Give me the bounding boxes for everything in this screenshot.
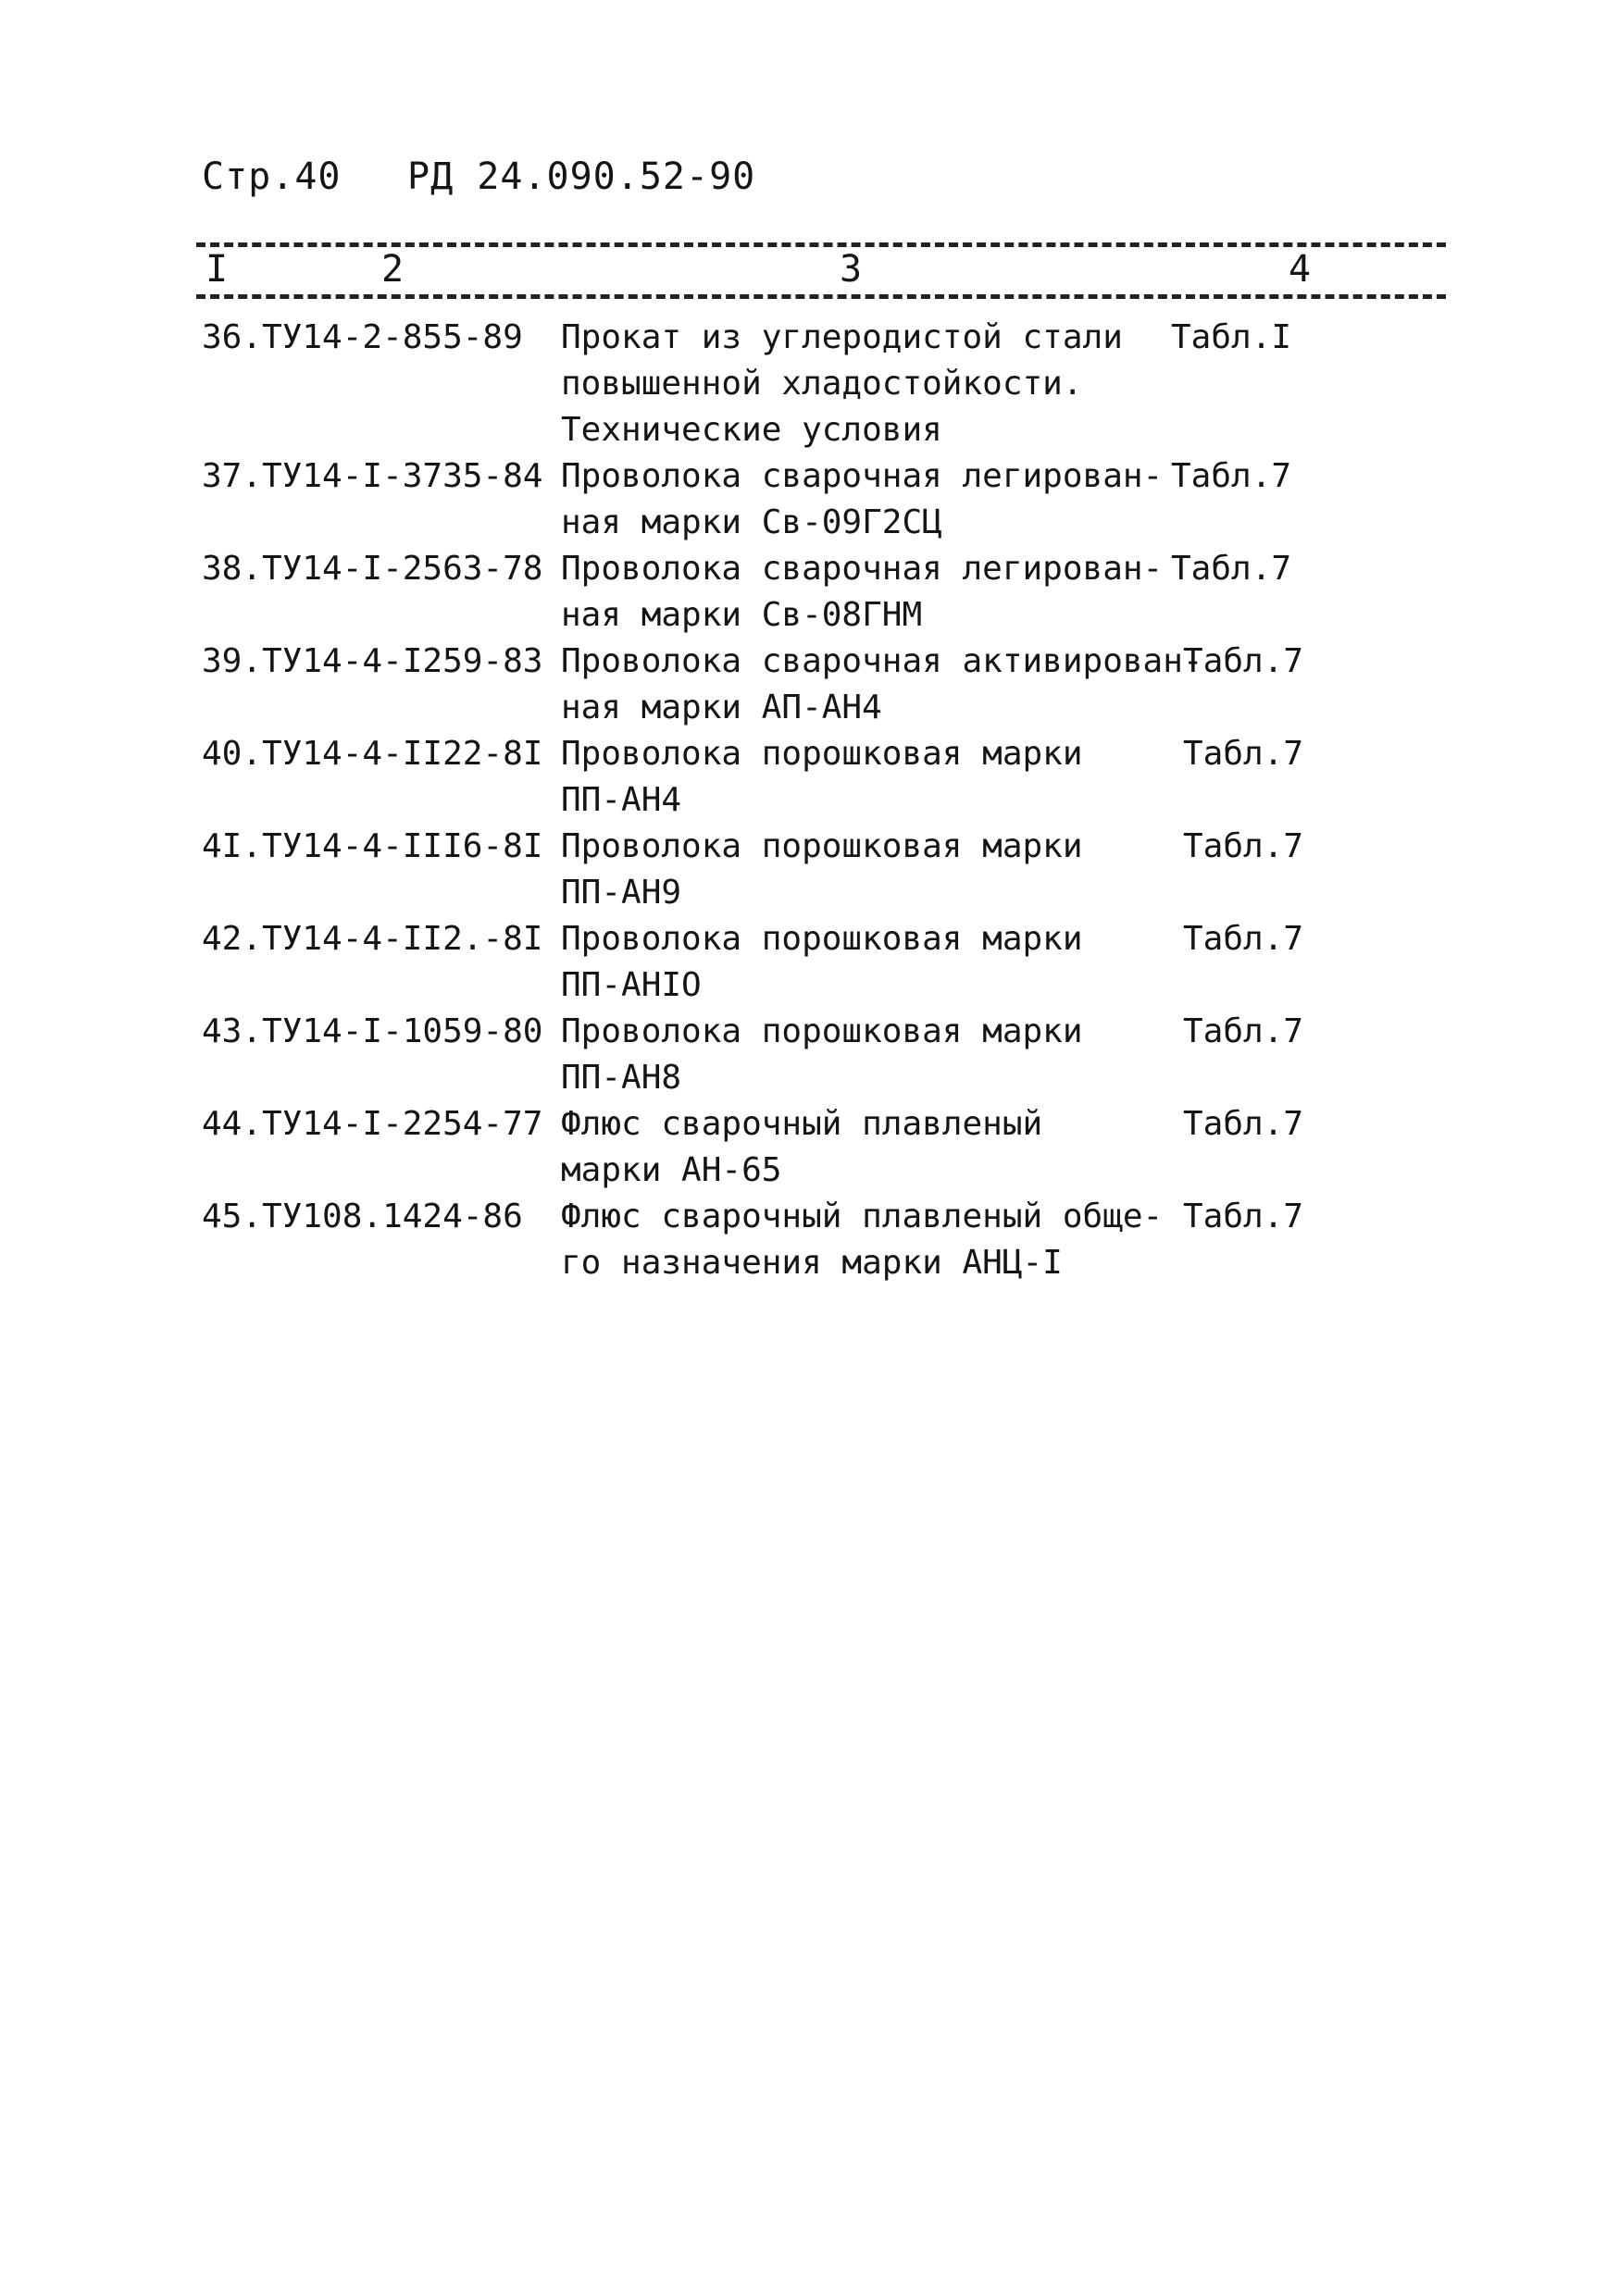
document-designation: 43.ТУ14-I-1059-80 [202, 1012, 543, 1050]
title-line: Проволока сварочная активирован- [561, 642, 1203, 680]
title-line: ПП-АН8 [561, 1059, 682, 1097]
table-reference: Табл.7 [1183, 735, 1304, 773]
column-number-3: 3 [840, 248, 863, 291]
title-line: ПП-АН9 [561, 874, 682, 912]
column-number-2: 2 [381, 248, 405, 291]
title-line: Технические условия [561, 411, 942, 449]
document-title [561, 824, 1172, 916]
title-line: Прокат из углеродистой стали [561, 318, 1123, 356]
document-title [561, 453, 1172, 546]
document-title [561, 731, 1172, 824]
table-reference: Табл.7 [1183, 1105, 1304, 1143]
table-column-numbers [196, 248, 1446, 294]
document-title [561, 315, 1172, 453]
title-line: го назначения марки АНЦ-I [561, 1244, 1063, 1282]
title-line: Проволока порошковая марки [561, 920, 1083, 958]
title-line: повышенной хладостойкости. [561, 365, 1083, 403]
document-designation: 42.ТУ14-4-II2.-8I [202, 920, 543, 958]
table-reference: Табл.7 [1183, 642, 1304, 680]
table-reference: Табл.7 [1183, 1198, 1304, 1235]
title-line: Проволока порошковая марки [561, 1012, 1083, 1050]
table-header-top-rule [196, 242, 1446, 247]
table-header-bottom-rule [196, 294, 1446, 299]
table-reference: Табл.7 [1171, 550, 1292, 588]
document-designation: 38.ТУ14-I-2563-78 [202, 550, 543, 588]
column-number-1: I [205, 248, 229, 291]
column-number-4: 4 [1289, 248, 1312, 291]
title-line: Проволока порошковая марки [561, 735, 1083, 773]
title-line: ПП-АН4 [561, 781, 682, 819]
title-line: Проволока порошковая марки [561, 827, 1083, 865]
title-line: ная марки АП-АН4 [561, 689, 882, 726]
document-designation: 44.ТУ14-I-2254-77 [202, 1105, 543, 1143]
title-line: ная марки Св-09Г2СЦ [561, 503, 942, 541]
document-designation: 36.ТУ14-2-855-89 [202, 318, 523, 356]
document-designation: 40.ТУ14-4-II22-8I [202, 735, 543, 773]
document-designation: 4I.ТУ14-4-III6-8I [202, 827, 543, 865]
title-line: марки АН-65 [561, 1151, 782, 1189]
title-line: ная марки Св-08ГНМ [561, 596, 923, 634]
document-title [561, 1009, 1172, 1101]
document-title [561, 546, 1172, 639]
document-title [561, 1101, 1172, 1194]
document-title [561, 916, 1172, 1009]
table-reference: Табл.I [1171, 318, 1292, 356]
title-line: Проволока сварочная легирован- [561, 550, 1164, 588]
table-reference: Табл.7 [1171, 457, 1292, 495]
table-reference: Табл.7 [1183, 920, 1304, 958]
document-title [561, 1194, 1172, 1286]
document-designation: 45.ТУ108.1424-86 [202, 1198, 523, 1235]
document-designation: 37.ТУ14-I-3735-84 [202, 457, 543, 495]
title-line: ПП-АНIO [561, 966, 702, 1004]
title-line: Флюс сварочный плавленый обще- [561, 1198, 1164, 1235]
document-code: РД 24.090.52-90 [407, 155, 756, 198]
table-reference: Табл.7 [1183, 827, 1304, 865]
document-title [561, 639, 1203, 731]
title-line: Проволока сварочная легирован- [561, 457, 1164, 495]
title-line: Флюс сварочный плавленый [561, 1105, 1043, 1143]
page-number: Стр.40 [202, 155, 342, 198]
document-designation: 39.ТУ14-4-I259-83 [202, 642, 543, 680]
table-reference: Табл.7 [1183, 1012, 1304, 1050]
